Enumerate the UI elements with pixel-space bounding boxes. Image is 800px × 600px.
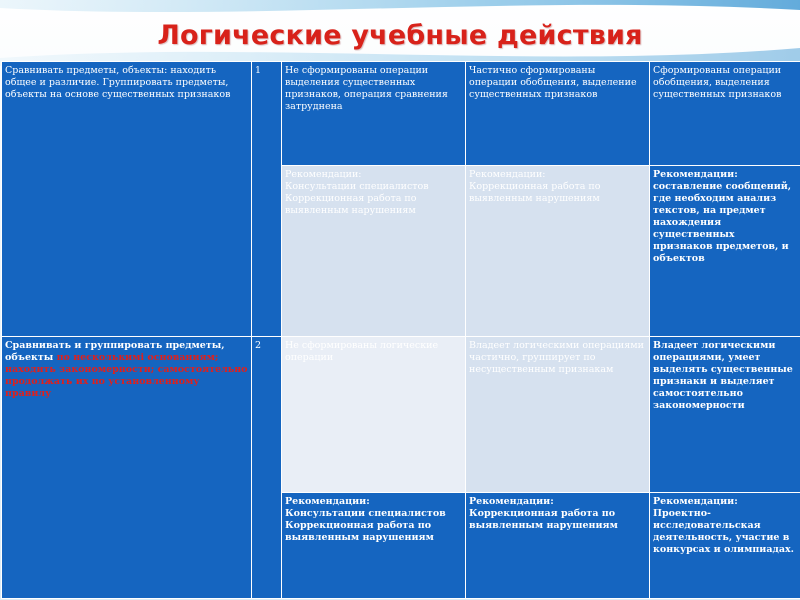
level-low: Не сформированы операции выделения существенных признаков, операция сравнения затруднена bbox=[282, 62, 466, 166]
level-partial: Владеет логическими операциями частично, группирует по несущественным признакам bbox=[466, 337, 650, 493]
assessment-table bbox=[1, 61, 800, 599]
row-number: 1 bbox=[252, 62, 282, 337]
criterion-cell: Сравнивать и группировать предметы, объекты по несколькимi основаниям; находить закономерности; самостоятельно продолжать их по установленному правилу bbox=[2, 337, 252, 599]
table-row bbox=[2, 337, 800, 493]
recommendation-partial: Рекомендации: Коррекционная работа по выявленным нарушениям bbox=[466, 166, 650, 337]
criterion-cell: Сравнивать предметы, объекты: находить общее и различие. Группировать предметы, объекты на основе существенных признаков bbox=[2, 62, 252, 337]
level-partial: Частично сформированы операции обобщения, выделение существенных признаков bbox=[466, 62, 650, 166]
recommendation-partial: Рекомендации: Коррекционная работа по выявленным нарушениям bbox=[466, 493, 650, 599]
page-title: Логические учебные действия bbox=[157, 20, 643, 51]
recommendation-high: Рекомендации: Проектно-исследовательская деятельность, участие в конкурсах и олимпиадах. bbox=[650, 493, 800, 599]
row-number: 2 bbox=[252, 337, 282, 599]
recommendation-high: Рекомендации: составление сообщений, где необходим анализ текстов, на предмет нахождения существенных признаков предметов, и объектов bbox=[650, 166, 800, 337]
recommendation-low: Рекомендации: Консультации специалистов Коррекционная работа по выявленным нарушениям bbox=[282, 166, 466, 337]
recommendation-low: Рекомендации: Консультации специалистов Коррекционная работа по выявленным нарушениям bbox=[282, 493, 466, 599]
level-high: Сформированы операции обобщения, выделения существенных признаков bbox=[650, 62, 800, 166]
table-row bbox=[2, 62, 800, 166]
level-high: Владеет логическими операциями, умеет выделять существенные признаки и выделяет самостоятельно закономерности bbox=[650, 337, 800, 493]
level-low: Не сформированы логические операции bbox=[282, 337, 466, 493]
